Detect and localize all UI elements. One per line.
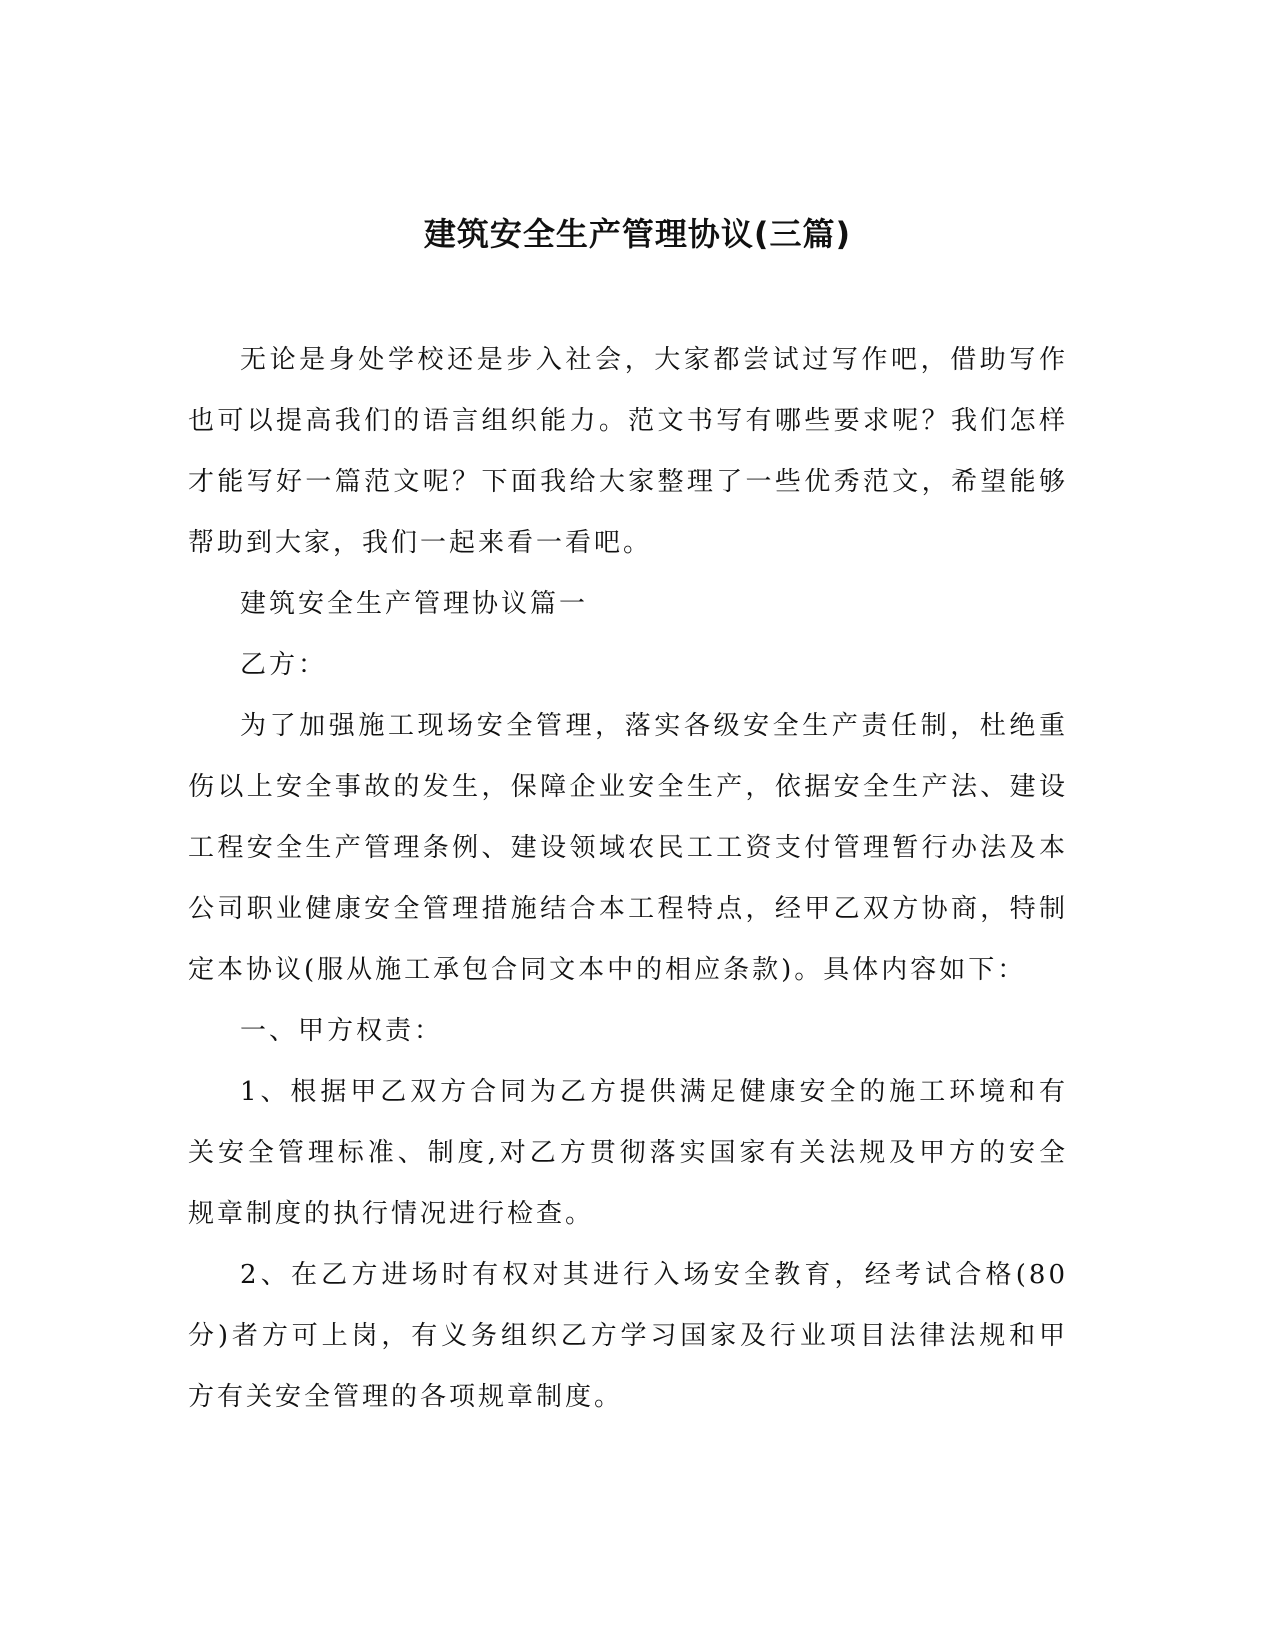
section-heading: 建筑安全生产管理协议篇一 [240,589,589,619]
party-a-heading: 一、甲方权责： [240,1016,444,1046]
purpose-paragraph: 为了加强施工现场安全管理，落实各级安全生产责任制，杜绝重伤以上安全事故的发生，保障企业安全生产，依据安全生产法、建设工程安全生产管理条例、建设领域农民工工资支付管理暂行办法及本公司职业健康安全管理措施结合本工程特点，经甲乙双方协商，特制定本协议(服从施工承包合同文本中的相应条款)。具体内容如下： [188,711,1068,985]
clause-1: 1、根据甲乙双方合同为乙方提供满足健康安全的施工环境和有关安全管理标准、制度,对乙方贯彻落实国家有关法规及甲方的安全规章制度的执行情况进行检查。 [188,1077,1068,1229]
document-title: 建筑安全生产管理协议(三篇) [423,215,852,253]
intro-paragraph: 无论是身处学校还是步入社会，大家都尝试过写作吧，借助写作也可以提高我们的语言组织能力。范文书写有哪些要求呢？我们怎样才能写好一篇范文呢？下面我给大家整理了一些优秀范文，希望能够帮助到大家，我们一起来看一看吧。 [188,345,1068,558]
document-body [188,330,1068,1428]
clause-2: 2、在乙方进场时有权对其进行入场安全教育，经考试合格(80分)者方可上岗，有义务组织乙方学习国家及行业项目法律法规和甲方有关安全管理的各项规章制度。 [188,1260,1068,1412]
party-b-label: 乙方： [240,650,328,680]
